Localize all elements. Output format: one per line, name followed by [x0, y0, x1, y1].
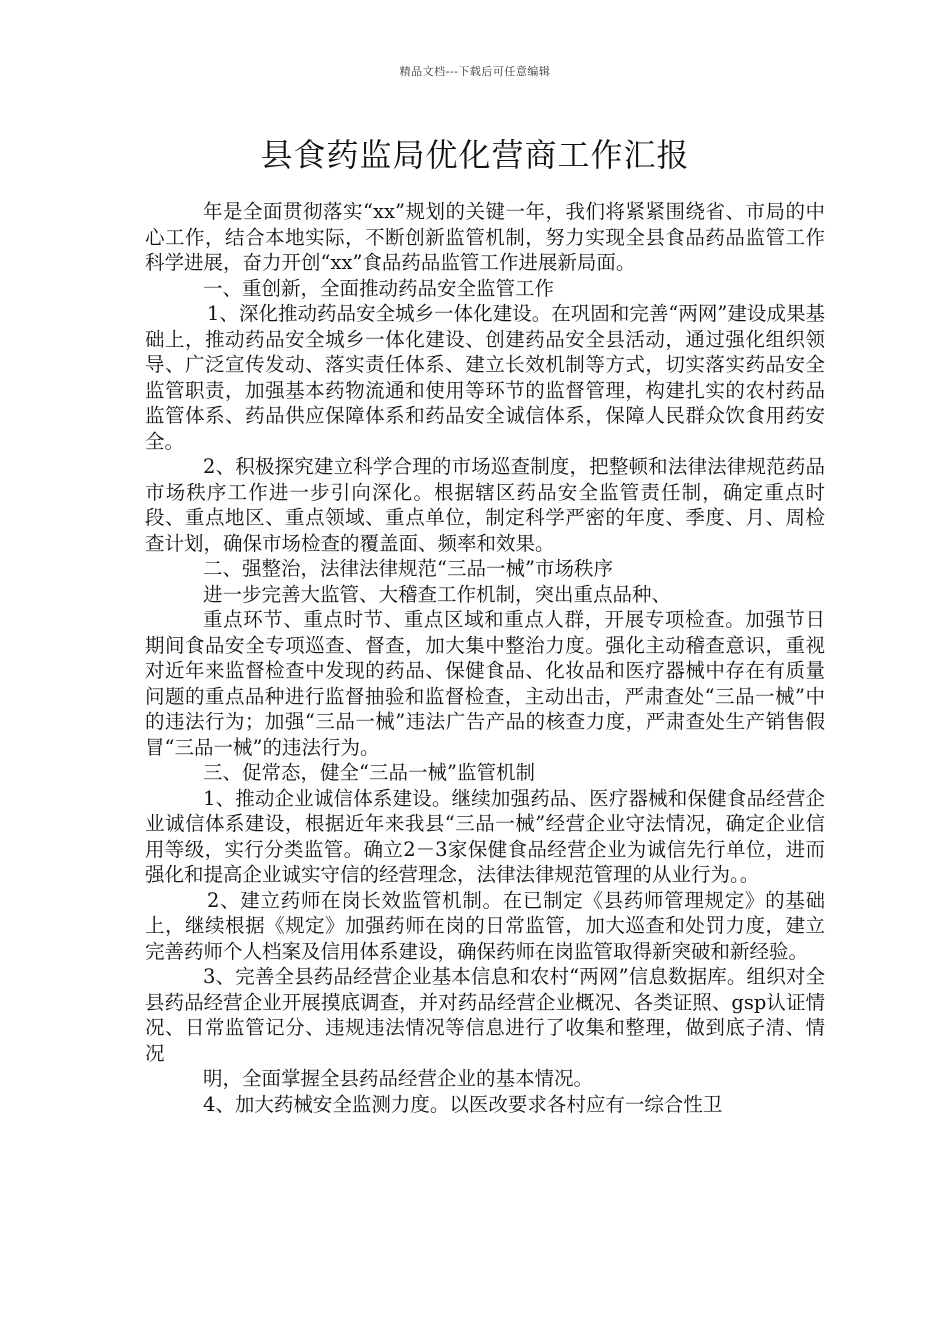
section-heading: 一、重创新，全面推动药品安全监管工作	[203, 276, 555, 300]
paragraph: 进一步完善大监管、大稽查工作机制，突出重点品种、	[203, 582, 672, 606]
page-title: 县食药监局优化营商工作汇报	[260, 136, 690, 174]
paragraph: 明，全面掌握全县药品经营企业的基本情况。	[203, 1067, 594, 1090]
paragraph: 年是全面贯彻落实“xx”规划的关键一年，我们将紧紧围绕省、市局的中心工作，结合本地实际，不断创新监管机制，努力实现全县食品药品监管工作科学进展，奋力开创“xx”食品药品监管工作进展新局面。	[145, 200, 825, 274]
section-heading: 二、强整治，法律法律规范“三品一械”市场秩序	[203, 557, 613, 580]
paragraph: 重点环节、重点时节、重点区域和重点人群，开展专项检查。加强节日期间食品安全专项巡查、督查，加大集中整治力度。强化主动稽查意识，重视对近年来监督检查中发现的药品、保健食品、化妆品和医疗器械中存在有质量问题的重点品种进行监督抽验和监督检查，主动出击，严肃查处“三品一械”中的违法行为；加强“三品一械”违法广告产品的核查力度，严肃查处生产销售假冒“三品一械”的违法行为。	[145, 608, 825, 759]
paragraph: 3、完善全县药品经营企业基本信息和农村“两网”信息数据库。组织对全县药品经营企业开展摸底调查，并对药品经营企业概况、各类证照、gsp认证情况、日常监管记分、违规违法情况等信息进行了收集和整理，做到底子清、情况	[145, 965, 825, 1065]
paragraph: 2、建立药师在岗长效监管机制。在已制定《县药师管理规定》的基础上，继续根据《规定》加强药师在岗的日常监管，加大巡查和处罚力度，建立完善药师个人档案及信用体系建设，确保药师在岗监管取得新突破和新经验。	[145, 888, 825, 963]
paragraph: 2、积极探究建立科学合理的市场巡查制度，把整顿和法律法律规范药品市场秩序工作进一步引向深化。根据辖区药品安全监管责任制，确定重点时段、重点地区、重点领域、重点单位，制定科学严密的年度、季度、月、周检查计划，确保市场检查的覆盖面、频率和效果。	[145, 455, 825, 555]
paragraph: 1、深化推动药品安全城乡一体化建设。在巩固和完善“两网”建设成果基础上，推动药品安全城乡一体化建设、创建药品安全县活动，通过强化组织领导、广泛宣传发动、落实责任体系、建立长效机制等方式，切实落实药品安全监管职责，加强基本药物流通和使用等环节的监督管理，构建扎实的农村药品监管体系、药品供应保障体系和药品安全诚信体系，保障人民群众饮食用药安全。	[145, 302, 825, 453]
section-heading: 三、促常态，健全“三品一械”监管机制	[203, 761, 535, 784]
paragraph: 1、推动企业诚信体系建设。继续加强药品、医疗器械和保健食品经营企业诚信体系建设，根据近年来我县“三品一械”经营企业守法情况，确定企业信用等级，实行分类监管。确立2－3家保健食品经营企业为诚信先行单位，进而强化和提高企业诚实守信的经营理念，法律法律规范管理的从业行为。。	[145, 786, 825, 886]
document-body	[145, 199, 825, 1117]
paragraph: 4、加大药械安全监测力度。以医改要求各村应有一综合性卫	[203, 1092, 723, 1116]
page-header: 精品文档---下载后可任意编辑	[399, 65, 551, 78]
